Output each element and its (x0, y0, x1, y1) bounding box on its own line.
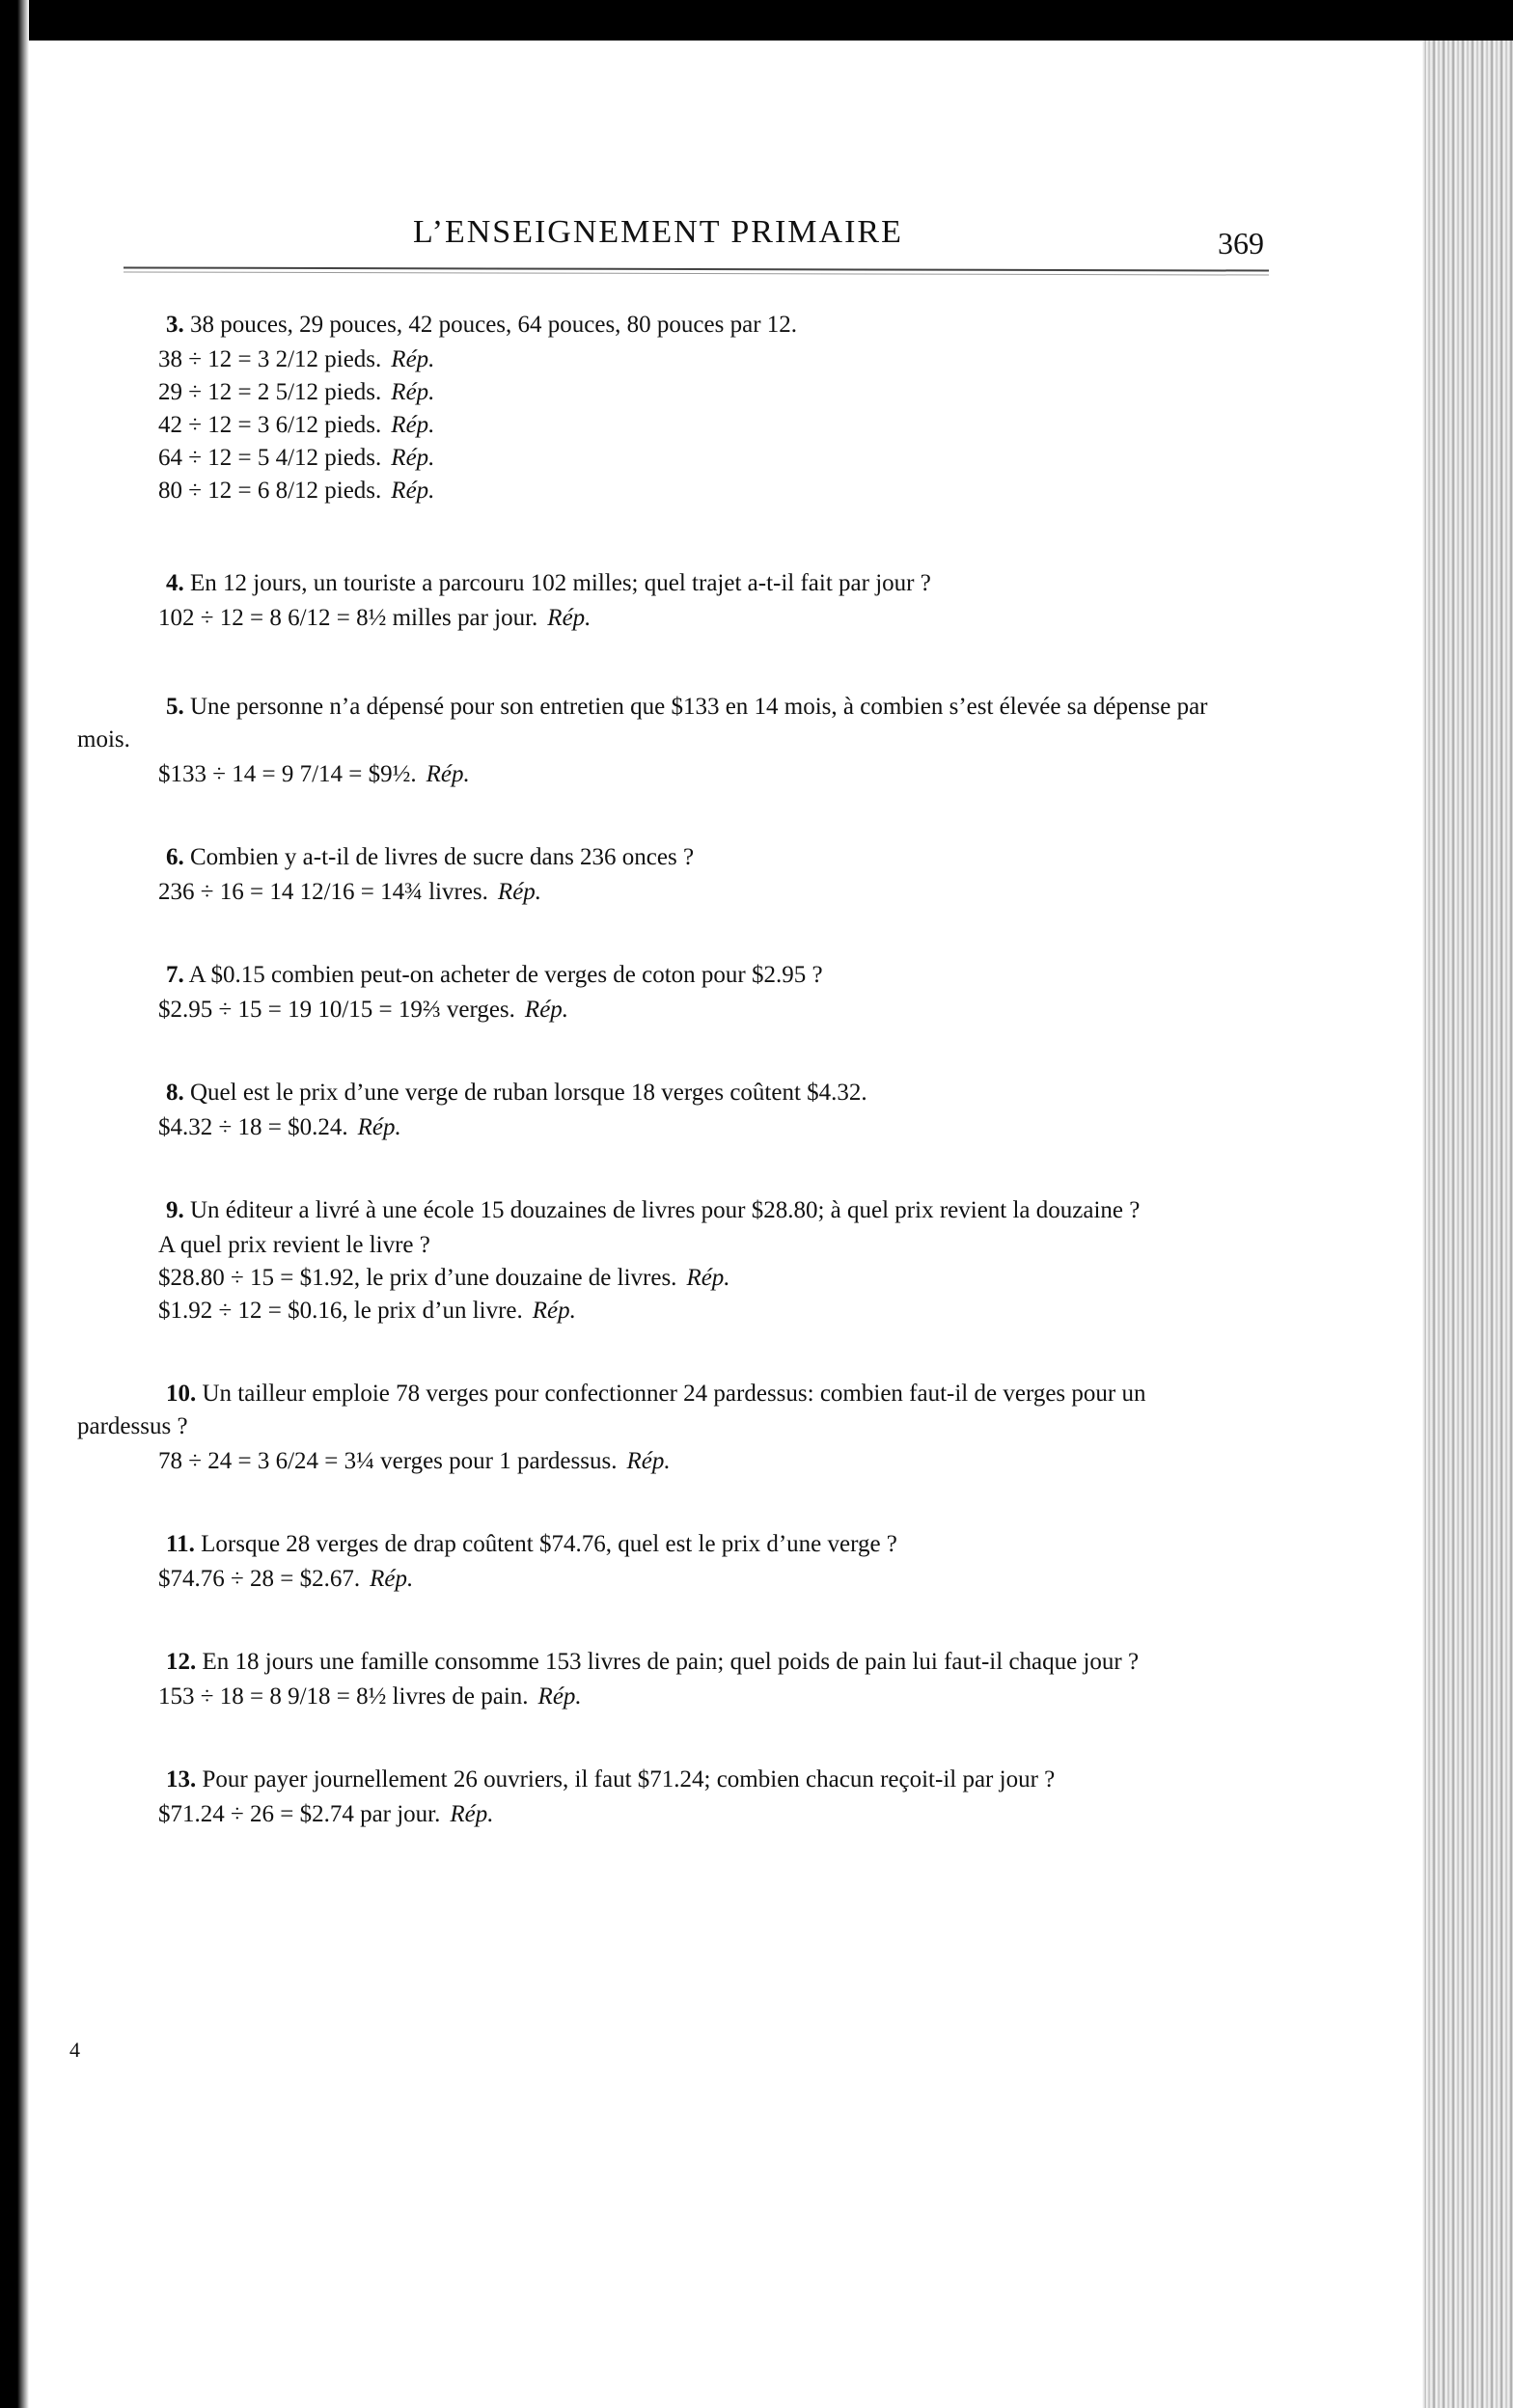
solution-line (77, 758, 1245, 791)
problem-10 (77, 1378, 1245, 1478)
problem-text: En 12 jours, un touriste a parcouru 102 milles; quel trajet a-t-il fait par jour ? (190, 570, 931, 596)
solution-line (77, 994, 1245, 1026)
solution-line (77, 1445, 1245, 1478)
header-rule (124, 266, 1269, 275)
problem-number: 13. (166, 1766, 197, 1792)
problem-number: 10. (166, 1381, 197, 1407)
rep-label: Rép. (450, 1801, 494, 1827)
problem-text: Combien y a-t-il de livres de sucre dans 236 onces ? (190, 844, 695, 870)
solution-line (77, 1681, 1245, 1713)
solution-expr: $74.76 ÷ 28 = $2.67. (158, 1566, 361, 1592)
problem-text: En 18 jours une famille consomme 153 livres de pain; quel poids de pain lui faut-il chaque jour ? (202, 1649, 1140, 1675)
solution-expr: 29 ÷ 12 = 2 5/12 pieds. (158, 379, 382, 405)
problem-12 (77, 1646, 1245, 1713)
solution-expr: $4.32 ÷ 18 = $0.24. (158, 1114, 348, 1140)
problem-prompt (77, 959, 1245, 992)
problem-text: A $0.15 combien peut-on acheter de verges de coton pour $2.95 ? (188, 962, 823, 988)
scan-border-top (0, 0, 1513, 41)
page-number: 369 (1218, 226, 1264, 260)
solution-expr: 102 ÷ 12 = 8 6/12 = 8½ milles par jour. (158, 605, 538, 631)
solution-expr: 38 ÷ 12 = 3 2/12 pieds. (158, 346, 382, 372)
problem-8 (77, 1077, 1245, 1144)
problem-number: 6. (166, 844, 184, 870)
problem-7 (77, 959, 1245, 1026)
problem-followup (77, 1229, 1245, 1262)
solution-expr: 153 ÷ 18 = 8 9/18 = 8½ livres de pain. (158, 1683, 529, 1710)
problem-prompt (77, 567, 1245, 600)
followup-question: A quel prix revient le livre ? (158, 1232, 430, 1258)
problem-number: 7. (166, 962, 184, 988)
solution-expr: 80 ÷ 12 = 6 8/12 pieds. (158, 478, 382, 504)
problem-number: 9. (166, 1197, 184, 1223)
problem-list (77, 309, 1245, 1872)
solution-expr: $133 ÷ 14 = 9 7/14 = $9½. (158, 761, 417, 787)
problem-text: Une personne n’a dépensé pour son entretien que $133 en 14 mois, à combien s’est élevée sa dépense par mois. (77, 694, 1208, 752)
solution-expr: $2.95 ÷ 15 = 19 10/15 = 19⅔ verges. (158, 997, 515, 1023)
solution-line (77, 1563, 1245, 1596)
problem-text: 38 pouces, 29 pouces, 42 pouces, 64 pouces, 80 pouces par 12. (190, 312, 798, 338)
problem-9 (77, 1194, 1245, 1327)
running-title: L’ENSEIGNEMENT PRIMAIRE (413, 214, 903, 250)
problem-text: Pour payer journellement 26 ouvriers, il faut $71.24; combien chacun reçoit-il par jour ? (202, 1766, 1056, 1792)
rep-label: Rép. (686, 1265, 730, 1291)
rep-label: Rép. (391, 379, 435, 405)
scan-border-left (0, 0, 29, 2408)
problem-prompt (77, 1646, 1245, 1679)
rep-label: Rép. (370, 1566, 414, 1592)
problem-prompt (77, 841, 1245, 874)
problem-text: Lorsque 28 verges de drap coûtent $74.76, quel est le prix d’une verge ? (201, 1531, 897, 1557)
problem-3 (77, 309, 1245, 507)
solution-line (77, 602, 1245, 635)
rep-label: Rép. (357, 1114, 401, 1140)
solution-line (77, 409, 1245, 442)
rep-label: Rép. (391, 346, 435, 372)
rep-label: Rép. (547, 605, 591, 631)
problem-prompt (77, 1764, 1245, 1796)
problem-prompt (77, 1077, 1245, 1109)
margin-mark: 4 (69, 2038, 80, 2062)
problem-number: 4. (166, 570, 184, 596)
rep-label: Rép. (537, 1683, 582, 1710)
solution-expr: $71.24 ÷ 26 = $2.74 par jour. (158, 1801, 441, 1827)
problem-prompt (77, 691, 1245, 756)
rep-label: Rép. (391, 412, 435, 438)
problem-5 (77, 691, 1245, 791)
rep-label: Rép. (626, 1448, 671, 1474)
problem-prompt (77, 1378, 1245, 1443)
problem-text: Quel est le prix d’une verge de ruban lorsque 18 verges coûtent $4.32. (190, 1080, 867, 1106)
solution-line (77, 1111, 1245, 1144)
rep-label: Rép. (391, 478, 435, 504)
running-head (0, 214, 1436, 260)
rep-label: Rép. (497, 879, 542, 905)
problem-number: 12. (166, 1649, 197, 1675)
problem-number: 8. (166, 1080, 184, 1106)
book-page-edges (1426, 41, 1513, 2408)
problem-11 (77, 1528, 1245, 1596)
solution-line (77, 376, 1245, 409)
solution-line (77, 876, 1245, 909)
solution-line (77, 343, 1245, 376)
problem-number: 3. (166, 312, 184, 338)
problem-text: Un tailleur emploie 78 verges pour confectionner 24 pardessus: combien faut-il de verges pour un pardessus ? (77, 1381, 1146, 1439)
rep-label: Rép. (532, 1298, 576, 1324)
problem-4 (77, 567, 1245, 635)
problem-text: Un éditeur a livré à une école 15 douzaines de livres pour $28.80; à quel prix revient la douzaine ? (190, 1197, 1141, 1223)
problem-number: 5. (166, 694, 184, 720)
solution-line (77, 1295, 1245, 1327)
rep-label: Rép. (391, 445, 435, 471)
solution-line (77, 442, 1245, 475)
problem-13 (77, 1764, 1245, 1831)
problem-prompt (77, 1528, 1245, 1561)
problem-6 (77, 841, 1245, 909)
solution-expr: 236 ÷ 16 = 14 12/16 = 14¾ livres. (158, 879, 488, 905)
solution-line (77, 1798, 1245, 1831)
problem-number: 11. (166, 1531, 195, 1557)
solution-expr: 78 ÷ 24 = 3 6/24 = 3¼ verges pour 1 pardessus. (158, 1448, 618, 1474)
solution-expr: $28.80 ÷ 15 = $1.92, le prix d’une douzaine de livres. (158, 1265, 677, 1291)
solution-line (77, 1262, 1245, 1295)
solution-expr: 42 ÷ 12 = 3 6/12 pieds. (158, 412, 382, 438)
problem-prompt (77, 1194, 1245, 1227)
rep-label: Rép. (524, 997, 569, 1023)
rep-label: Rép. (426, 761, 470, 787)
solution-expr: 64 ÷ 12 = 5 4/12 pieds. (158, 445, 382, 471)
solution-line (77, 475, 1245, 507)
solution-expr: $1.92 ÷ 12 = $0.16, le prix d’un livre. (158, 1298, 523, 1324)
problem-prompt (77, 309, 1245, 342)
